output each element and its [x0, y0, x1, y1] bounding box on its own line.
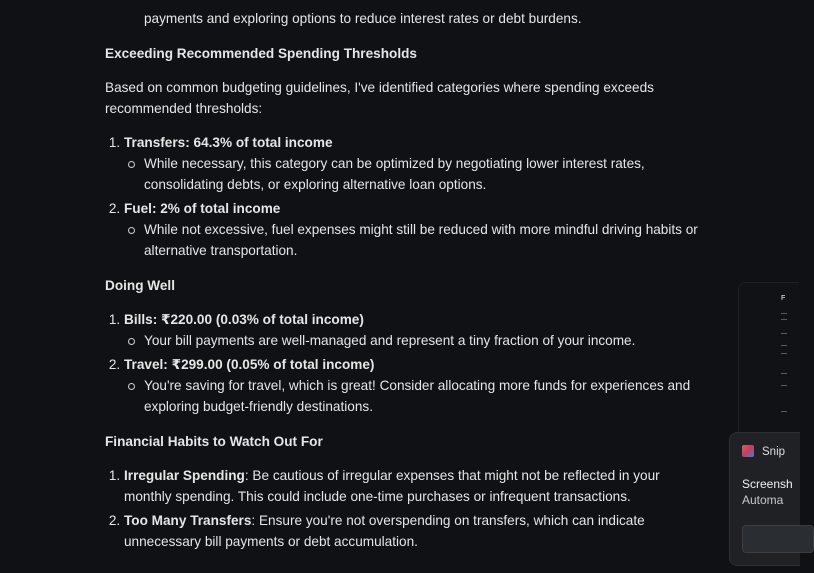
- section-heading-doing-well: Doing Well: [105, 278, 175, 293]
- habits-list: [105, 465, 705, 552]
- list-item: [124, 198, 705, 261]
- list-item-title: Irregular Spending: [124, 468, 245, 483]
- list-item-detail: While not excessive, fuel expenses might still be reduced with more mindful driving habits or alternative transportation.: [144, 219, 705, 261]
- notification-subtitle: Automa: [742, 493, 784, 507]
- exceeding-list: [105, 132, 705, 261]
- section-heading-exceeding: Exceeding Recommended Spending Thresholds: [105, 46, 417, 61]
- list-item-title: Fuel: 2% of total income: [124, 201, 281, 216]
- notification-action-button[interactable]: [742, 525, 814, 553]
- list-item-detail: While necessary, this category can be optimized by negotiating lower interest rates, consolidating debts, or exploring alternative loan options.: [144, 153, 705, 195]
- list-item: [124, 354, 705, 417]
- list-item-text: : Be cautious of irregular expenses that might not be reflected in your monthly spending. This could include one-time purchases or infrequent transactions.: [124, 468, 660, 504]
- list-item-detail: You're saving for travel, which is great! Consider allocating more funds for experiences and exploring budget-friendly destinations.: [144, 375, 705, 417]
- snipping-tool-icon: [742, 445, 754, 457]
- notification-title: Screensh: [742, 477, 793, 491]
- list-item-title: Travel: ₹299.00 (0.05% of total income): [124, 357, 375, 372]
- list-item-title: Transfers: 64.3% of total income: [124, 135, 333, 150]
- snip-notification[interactable]: [729, 432, 800, 566]
- list-item-detail: Your bill payments are well-managed and represent a tiny fraction of your income.: [144, 330, 705, 351]
- intro-continuation: payments and exploring options to reduce interest rates or debt burdens.: [144, 11, 582, 26]
- list-item-title: Bills: ₹220.00 (0.03% of total income): [124, 312, 364, 327]
- section-paragraph: Based on common budgeting guidelines, I've identified categories where spending exceeds recommended thresholds:: [105, 80, 654, 116]
- chat-response: [105, 8, 705, 564]
- screenshot-thumbnail[interactable]: [738, 282, 799, 434]
- section-heading-habits: Financial Habits to Watch Out For: [105, 434, 323, 449]
- list-item-text: : Ensure you're not overspending on transfers, which can indicate unnecessary bill payments or debt accumulation.: [124, 513, 645, 549]
- list-item: [124, 309, 705, 351]
- list-item: [124, 132, 705, 195]
- list-item: [124, 510, 705, 552]
- list-item: [124, 465, 705, 507]
- list-item-title: Too Many Transfers: [124, 513, 252, 528]
- notification-app-name: Snip: [762, 446, 786, 458]
- doing-well-list: [105, 309, 705, 417]
- thumbnail-letter: F: [781, 295, 786, 302]
